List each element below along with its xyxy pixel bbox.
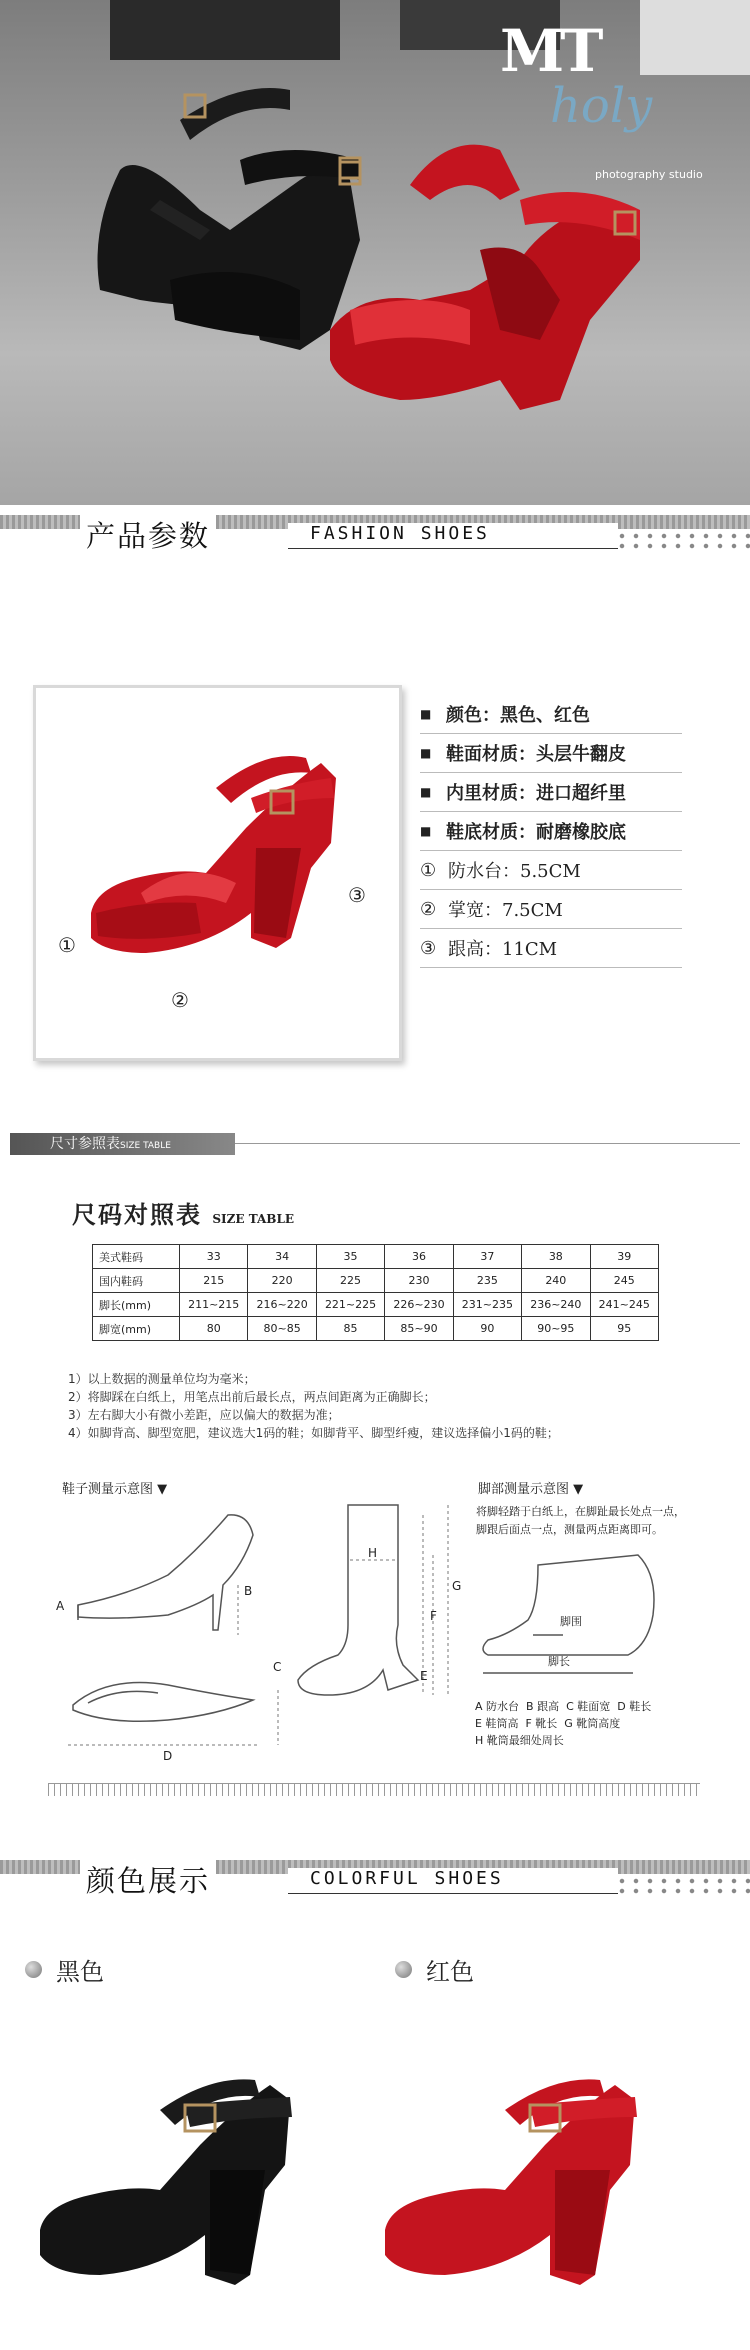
red-sandal-side: [385, 2079, 637, 2285]
color-label-red: [395, 1952, 474, 1987]
table-cell: 215: [180, 1269, 248, 1293]
red-sandal-side-view: [36, 688, 399, 1058]
spec-item: [420, 773, 682, 812]
table-cell: 225: [316, 1269, 384, 1293]
measure-item: [420, 851, 682, 890]
table-cell: 221~225: [316, 1293, 384, 1317]
row-header: 脚长(mm): [93, 1293, 180, 1317]
label-d: D: [163, 1749, 173, 1763]
table-cell: 216~220: [248, 1293, 316, 1317]
spec-list: [420, 695, 682, 968]
pump-top-outline: [73, 1683, 253, 1722]
measure-label: 防水台：5.5CM: [448, 861, 581, 882]
size-table: [92, 1244, 659, 1341]
spec-label: 内里材质：进口超纤里: [446, 783, 626, 804]
bullet-icon: ■: [420, 707, 432, 721]
table-cell: 226~230: [385, 1293, 453, 1317]
legend-row: [475, 1698, 651, 1715]
foot-length-label: 脚长: [548, 1655, 570, 1668]
table-cell: 231~235: [453, 1293, 521, 1317]
spec-item: [420, 812, 682, 851]
legend-item: A 防水台: [475, 1700, 520, 1713]
table-cell: 211~215: [180, 1293, 248, 1317]
ruler-divider: [48, 1783, 700, 1796]
legend-item: F 靴长: [525, 1717, 558, 1730]
table-cell: 85~90: [385, 1317, 453, 1341]
size-tab-label: 尺寸参照表: [50, 1136, 120, 1152]
table-cell: 80: [180, 1317, 248, 1341]
row-header: 国内鞋码: [93, 1269, 180, 1293]
measure-item: [420, 890, 682, 929]
callout-one: ①: [58, 933, 76, 957]
legend-item: C 鞋面宽: [566, 1700, 611, 1713]
shoe-diagram-title: 鞋子测量示意图 ▼: [62, 1482, 168, 1497]
black-sandal: [98, 88, 361, 350]
label-h: H: [368, 1546, 378, 1560]
table-cell: 35: [316, 1245, 384, 1269]
measure-label: 掌宽：7.5CM: [448, 900, 563, 921]
row-header: 脚宽(mm): [93, 1317, 180, 1341]
measurement-legend: [475, 1698, 651, 1749]
table-cell: 230: [385, 1269, 453, 1293]
note-line: 2）将脚踩在白纸上，用笔点出前后最长点，两点间距离为正确脚长；: [68, 1390, 436, 1404]
section-title-en: FASHION SHOES: [288, 523, 618, 549]
measure-label: 跟高：11CM: [448, 939, 558, 960]
table-cell: 245: [590, 1269, 658, 1293]
label-a: A: [56, 1599, 65, 1613]
boot-outline: [298, 1505, 418, 1695]
spec-label: 颜色：黑色、红色: [446, 705, 590, 726]
measure-item: [420, 929, 682, 968]
table-cell: 85: [316, 1317, 384, 1341]
table-cell: 240: [522, 1269, 590, 1293]
table-cell: 241~245: [590, 1293, 658, 1317]
size-tab: [10, 1133, 235, 1155]
bullet-icon: ■: [420, 785, 432, 799]
size-title-cn: 尺码对照表: [72, 1200, 202, 1229]
legend-row: [475, 1732, 651, 1749]
color-label-black: [25, 1952, 104, 1987]
table-cell: 33: [180, 1245, 248, 1269]
spec-label: 鞋面材质：头层牛翻皮: [446, 744, 626, 765]
measure-number: ②: [420, 898, 437, 920]
legend-item: H 靴筒最细处周长: [475, 1734, 564, 1747]
foot-diagram-title: 脚部测量示意图 ▼: [478, 1482, 584, 1497]
hero-photo: [0, 0, 750, 505]
section-title-cn: 产品参数: [80, 514, 216, 555]
color-name: 红色: [426, 1958, 474, 1986]
table-cell: 36: [385, 1245, 453, 1269]
banner-dots: [615, 1876, 750, 1894]
foot-outline: [483, 1555, 654, 1655]
label-f: F: [430, 1609, 437, 1623]
callout-three: ③: [348, 883, 366, 907]
table-cell: 38: [522, 1245, 590, 1269]
label-c: C: [273, 1660, 282, 1674]
brand-mt-logo: MT: [500, 17, 600, 85]
foot-instruction: 脚跟后面点一点，测量两点距离即可。: [476, 1523, 663, 1536]
table-cell: 235: [453, 1269, 521, 1293]
brand-holy-logo: holy: [550, 78, 653, 134]
table-cell: 95: [590, 1317, 658, 1341]
note-line: 4）如脚背高、脚型宽肥，建议选大1码的鞋；如脚背平、脚型纤瘦，建议选择偏小1码的鞋；: [68, 1426, 559, 1440]
legend-item: G 靴筒高度: [564, 1717, 621, 1730]
label-e: E: [420, 1669, 428, 1683]
row-header: 美式鞋码: [93, 1245, 180, 1269]
section-banner-params: [0, 513, 750, 563]
callout-two: ②: [171, 988, 189, 1012]
table-cell: 37: [453, 1245, 521, 1269]
measure-number: ③: [420, 937, 437, 959]
measure-number: ①: [420, 859, 437, 881]
size-table-title: [72, 1195, 294, 1230]
bullet-icon: ■: [420, 824, 432, 838]
section-banner-colors: [0, 1858, 750, 1908]
legend-item: E 鞋筒高: [475, 1717, 519, 1730]
table-cell: 220: [248, 1269, 316, 1293]
color-name: 黑色: [56, 1958, 104, 1986]
foot-instruction: 将脚轻踏于白纸上，在脚趾最长处点一点，: [476, 1505, 685, 1518]
table-cell: 34: [248, 1245, 316, 1269]
table-cell: 39: [590, 1245, 658, 1269]
product-image-frame: [33, 685, 402, 1061]
red-sandal: [330, 145, 640, 410]
color-showcase: [0, 2045, 750, 2345]
table-cell: 236~240: [522, 1293, 590, 1317]
hero-shoes-illustration: [0, 0, 750, 505]
table-row: [93, 1293, 659, 1317]
size-notes: [68, 1370, 559, 1442]
table-row: [93, 1269, 659, 1293]
bullet-dot-icon: [25, 1961, 42, 1978]
spec-label: 鞋底材质：耐磨橡胶底: [446, 822, 626, 843]
section-title-en: COLORFUL SHOES: [288, 1868, 618, 1894]
bullet-dot-icon: [395, 1961, 412, 1978]
note-line: 3）左右脚大小有微小差距，应以偏大的数据为准；: [68, 1408, 340, 1422]
table-cell: 90~95: [522, 1317, 590, 1341]
bullet-icon: ■: [420, 746, 432, 760]
legend-row: [475, 1715, 651, 1732]
size-tab-sub: SIZE TABLE: [120, 1141, 171, 1151]
size-title-en: SIZE TABLE: [212, 1212, 295, 1226]
spec-item: [420, 734, 682, 773]
legend-item: B 跟高: [526, 1700, 560, 1713]
table-cell: 90: [453, 1317, 521, 1341]
section-title-cn: 颜色展示: [80, 1859, 216, 1900]
note-line: 1）以上数据的测量单位均为毫米；: [68, 1372, 256, 1386]
pump-side-outline: [78, 1515, 253, 1630]
brand-subtitle: photography studio: [595, 168, 703, 181]
banner-dots: [615, 531, 750, 549]
table-row: [93, 1317, 659, 1341]
legend-item: D 鞋长: [617, 1700, 652, 1713]
label-b: B: [244, 1584, 253, 1598]
spec-item: [420, 695, 682, 734]
table-row: [93, 1245, 659, 1269]
table-cell: 80~85: [248, 1317, 316, 1341]
foot-width-label: 脚围: [560, 1615, 582, 1628]
black-sandal-side: [40, 2079, 292, 2285]
label-g: G: [452, 1579, 462, 1593]
size-rule: [235, 1143, 740, 1144]
